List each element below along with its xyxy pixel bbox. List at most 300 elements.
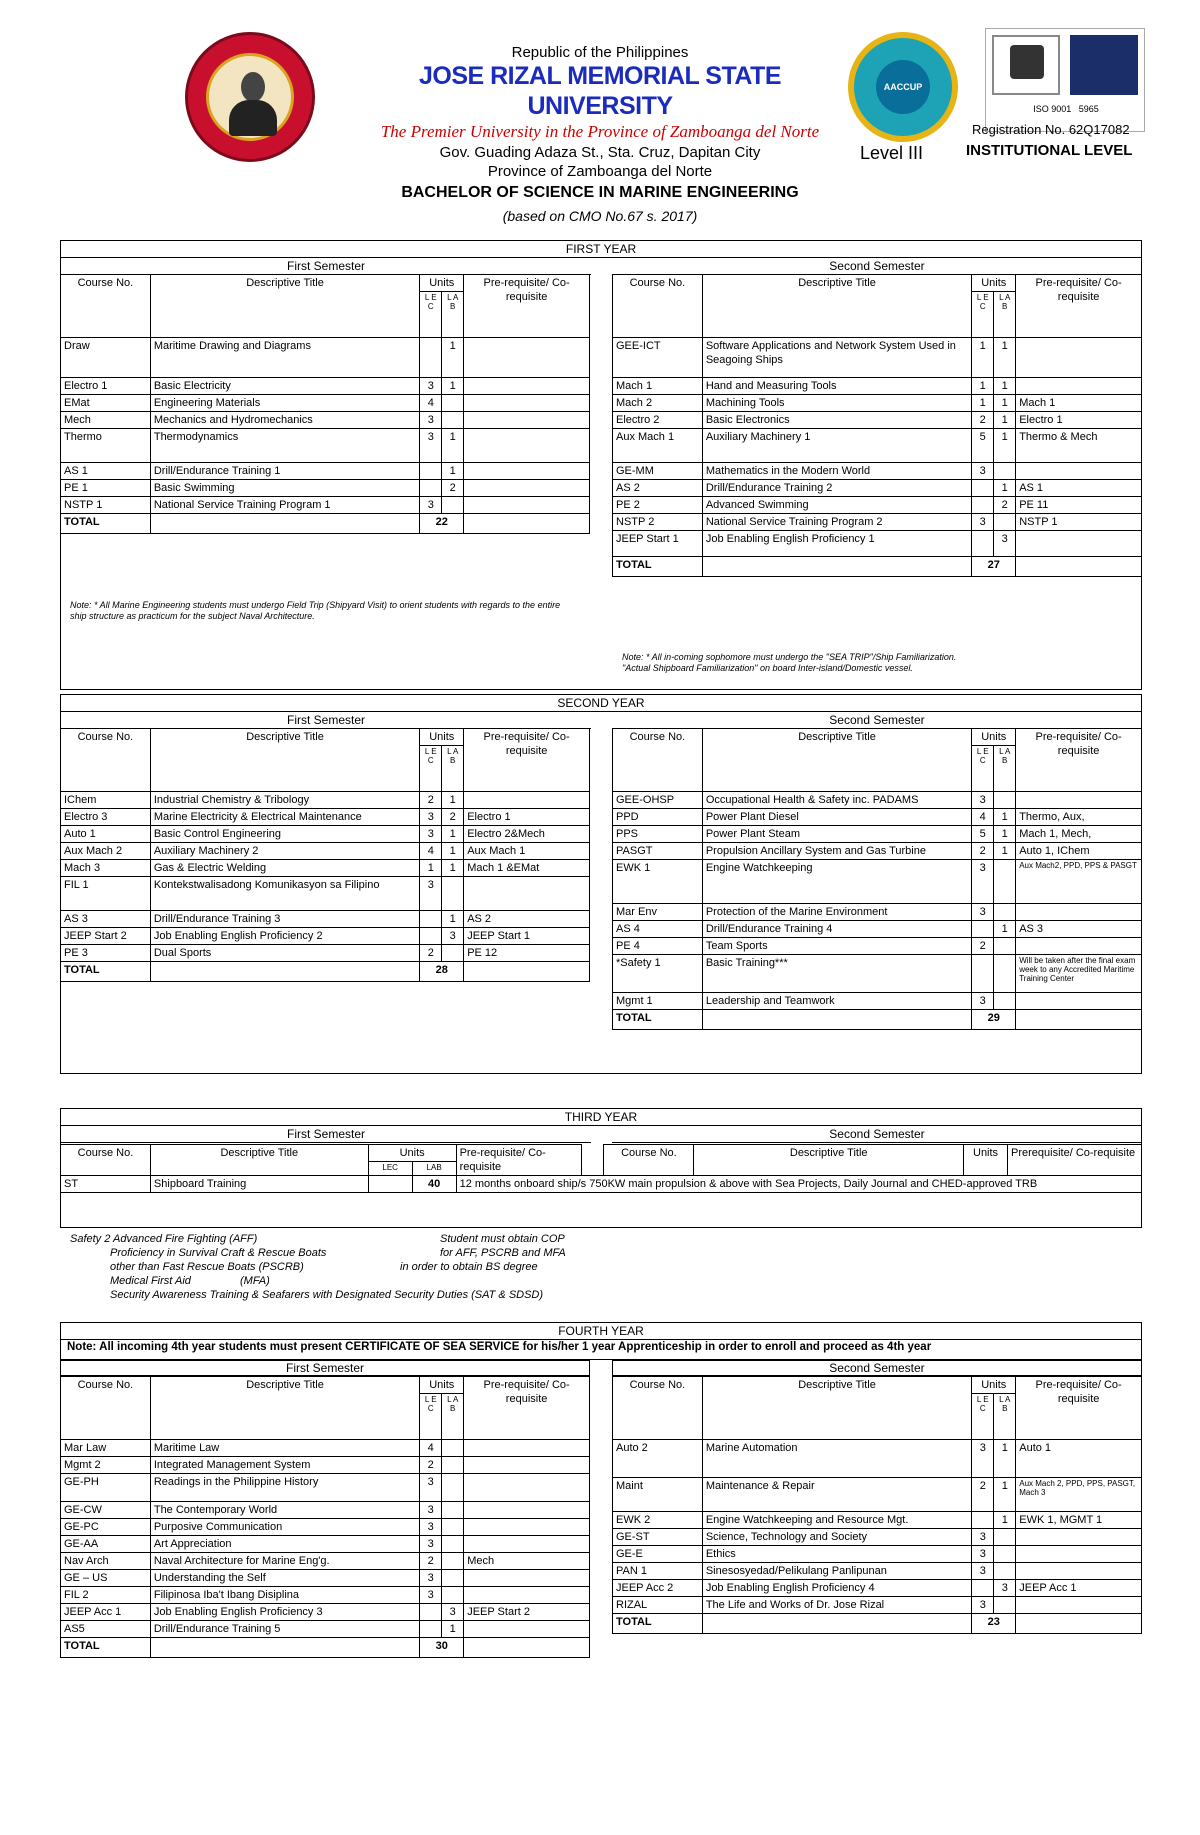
lab-units: 1 (994, 1478, 1016, 1512)
lab-units (442, 1502, 464, 1519)
course-no: Electro 1 (61, 378, 151, 395)
first-semester-label: First Semester (61, 713, 591, 729)
year-title: FIRST YEAR (61, 241, 1141, 258)
course-title: Basic Electricity (150, 378, 419, 395)
third-year-note-4: other than Fast Rescue Boats (PSCRB) (110, 1261, 304, 1273)
lec-units (420, 463, 442, 480)
course-title: Ethics (702, 1546, 971, 1563)
lec-units: 3 (972, 1529, 994, 1546)
course-title: Science, Technology and Society (702, 1529, 971, 1546)
lab-units: 40 (412, 1176, 456, 1193)
page-header (0, 0, 1200, 240)
lec-units: 3 (420, 809, 442, 826)
prerequisite: AS 1 (1016, 480, 1142, 497)
course-no: Mgmt 2 (61, 1457, 151, 1474)
course-title: Leadership and Teamwork (702, 993, 971, 1010)
col-course-no: Course No. (61, 729, 151, 792)
prerequisite (1016, 1563, 1142, 1580)
course-no: EMat (61, 395, 151, 412)
col-prereq-2: Prerequisite/ Co-requisite (1008, 1145, 1142, 1176)
lab-units: 1 (994, 480, 1016, 497)
lab-units: 2 (442, 809, 464, 826)
course-title: Thermodynamics (150, 429, 419, 463)
course-no: PE 3 (61, 945, 151, 962)
course-title: Integrated Management System (150, 1457, 419, 1474)
total-row (613, 557, 1142, 577)
lec-units: 2 (972, 938, 994, 955)
course-row (61, 945, 590, 962)
lab-units (442, 395, 464, 412)
prerequisite (1016, 338, 1142, 378)
total-units: 29 (972, 1010, 1016, 1030)
course-row (613, 395, 1142, 412)
prerequisite: JEEP Start 1 (464, 928, 590, 945)
lab-units: 1 (442, 792, 464, 809)
course-no: GE-PH (61, 1474, 151, 1502)
course-no: Mar Env (613, 904, 703, 921)
course-title: Propulsion Ancillary System and Gas Turbine (702, 843, 971, 860)
total-units: 23 (972, 1614, 1016, 1634)
col-course-no: Course No. (613, 275, 703, 338)
second-semester-label: Second Semester (612, 1127, 1142, 1143)
lab-units (994, 463, 1016, 480)
third-year-note-7: (MFA) (240, 1275, 270, 1287)
col-lec: L E C (972, 292, 994, 338)
lec-units: 4 (972, 809, 994, 826)
course-no: GE-CW (61, 1502, 151, 1519)
prerequisite (464, 412, 590, 429)
course-no: Mech (61, 412, 151, 429)
lec-units: 3 (972, 1563, 994, 1580)
total-row (61, 514, 590, 534)
course-row (61, 1604, 590, 1621)
col-lab: L A B (442, 746, 464, 792)
prerequisite: Mach 1 (1016, 395, 1142, 412)
col-prereq: Pre-requisite/ Co-requisite (1016, 1377, 1142, 1440)
third-year-note-8: Security Awareness Training & Seafarers with Designated Security Duties (SAT & SDSD) (110, 1289, 544, 1301)
institutional-level: INSTITUTIONAL LEVEL (966, 142, 1133, 159)
course-title: The Life and Works of Dr. Jose Rizal (702, 1597, 971, 1614)
lab-units: 1 (442, 1621, 464, 1638)
course-row (613, 1597, 1142, 1614)
course-row (613, 826, 1142, 843)
course-no: Electro 2 (613, 412, 703, 429)
course-no: JEEP Acc 1 (61, 1604, 151, 1621)
address-line-2: Province of Zamboanga del Norte (487, 163, 713, 180)
year-title: THIRD YEAR (61, 1109, 1141, 1126)
lec-units: 2 (420, 1457, 442, 1474)
col-lec: L E C (420, 292, 442, 338)
col-prereq: Pre-requisite/ Co-requisite (464, 1377, 590, 1440)
lab-units (442, 1587, 464, 1604)
course-row (61, 1457, 590, 1474)
course-no: AS 2 (613, 480, 703, 497)
course-title: Auxiliary Machinery 1 (702, 429, 971, 463)
col-title: Descriptive Title (150, 729, 419, 792)
col-course-no-2: Course No. (604, 1145, 694, 1176)
course-title: Drill/Endurance Training 1 (150, 463, 419, 480)
course-row (61, 480, 590, 497)
prerequisite (464, 497, 590, 514)
prerequisite (464, 378, 590, 395)
total-label: TOTAL (61, 1638, 151, 1658)
lec-units: 2 (972, 412, 994, 429)
course-no: Draw (61, 338, 151, 378)
course-no: Auto 2 (613, 1440, 703, 1478)
total-blank (702, 557, 971, 577)
lec-units: 1 (420, 860, 442, 877)
course-title: Drill/Endurance Training 5 (150, 1621, 419, 1638)
course-row (613, 463, 1142, 480)
lec-units: 3 (972, 514, 994, 531)
y1-first-semester-note: Note: * All Marine Engineering students must undergo Field Trip (Shipyard Visit) to orient students with regards to the entire ship structure as practicum for the subject Naval Architecture. (70, 600, 561, 621)
course-row (613, 497, 1142, 514)
total-label: TOTAL (61, 962, 151, 982)
course-row (613, 1563, 1142, 1580)
first-semester-label: First Semester (61, 259, 591, 275)
course-title: Maintenance & Repair (702, 1478, 971, 1512)
lab-units: 3 (442, 1604, 464, 1621)
col-title: Descriptive Title (702, 275, 971, 338)
lab-units: 3 (442, 928, 464, 945)
course-row (61, 429, 590, 463)
course-row (613, 809, 1142, 826)
y2-second-semester-table (612, 728, 1142, 1030)
lec-units: 2 (420, 1553, 442, 1570)
course-no: Nav Arch (61, 1553, 151, 1570)
course-no: GE-MM (613, 463, 703, 480)
prerequisite (464, 1474, 590, 1502)
gap-cell (582, 1145, 604, 1176)
first-semester-label: First Semester (61, 1127, 591, 1143)
course-no: Thermo (61, 429, 151, 463)
prerequisite: Thermo & Mech (1016, 429, 1142, 463)
lab-units (442, 945, 464, 962)
prerequisite (1016, 792, 1142, 809)
course-row (61, 1502, 590, 1519)
course-title: Filipinosa Iba't Ibang Disiplina (150, 1587, 419, 1604)
lec-units: 3 (420, 826, 442, 843)
lab-units: 1 (994, 1512, 1016, 1529)
prerequisite: JEEP Start 2 (464, 1604, 590, 1621)
lec-units: 2 (972, 843, 994, 860)
course-title: Industrial Chemistry & Tribology (150, 792, 419, 809)
lab-units: 1 (994, 826, 1016, 843)
lec-units: 3 (972, 1597, 994, 1614)
course-no: PAN 1 (613, 1563, 703, 1580)
total-label: TOTAL (613, 1614, 703, 1634)
prerequisite: Aux Mach 1 (464, 843, 590, 860)
lec-units (972, 1512, 994, 1529)
course-no: PE 4 (613, 938, 703, 955)
course-no: GE – US (61, 1570, 151, 1587)
col-lec: L E C (972, 746, 994, 792)
lec-units: 3 (420, 1587, 442, 1604)
course-row (613, 429, 1142, 463)
lec-units: 1 (972, 395, 994, 412)
prerequisite (464, 877, 590, 911)
lec-units: 3 (972, 860, 994, 904)
lec-units: 3 (420, 1536, 442, 1553)
course-title: National Service Training Program 1 (150, 497, 419, 514)
total-units: 28 (420, 962, 464, 982)
course-title: Engine Watchkeeping and Resource Mgt. (702, 1512, 971, 1529)
lec-units: 4 (420, 395, 442, 412)
course-no: GEE-OHSP (613, 792, 703, 809)
course-no: EWK 2 (613, 1512, 703, 1529)
lec-units (972, 480, 994, 497)
course-title: Basic Electronics (702, 412, 971, 429)
lab-units: 1 (994, 429, 1016, 463)
lab-units (994, 860, 1016, 904)
course-row (613, 921, 1142, 938)
course-title: Drill/Endurance Training 3 (150, 911, 419, 928)
first-semester-label: First Semester (60, 1360, 590, 1376)
prerequisite (1016, 904, 1142, 921)
course-title: Maritime Drawing and Diagrams (150, 338, 419, 378)
lab-units: 2 (994, 497, 1016, 514)
prerequisite (1016, 463, 1142, 480)
prerequisite: EWK 1, MGMT 1 (1016, 1512, 1142, 1529)
course-row (61, 1474, 590, 1502)
prerequisite: AS 3 (1016, 921, 1142, 938)
lec-units (420, 911, 442, 928)
total-blank (702, 1614, 971, 1634)
lec-units: 3 (420, 497, 442, 514)
course-title: Job Enabling English Proficiency 2 (150, 928, 419, 945)
prerequisite: Aux Mach 2, PPD, PPS, PASGT, Mach 3 (1016, 1478, 1142, 1512)
lab-units: 1 (442, 338, 464, 378)
course-row (61, 911, 590, 928)
lab-units: 1 (994, 809, 1016, 826)
lab-units (994, 938, 1016, 955)
prerequisite (464, 429, 590, 463)
col-course-no: Course No. (613, 1377, 703, 1440)
total-prereq (464, 962, 590, 982)
lab-units: 1 (442, 911, 464, 928)
course-no: RIZAL (613, 1597, 703, 1614)
total-row (61, 1638, 590, 1658)
course-row (61, 1440, 590, 1457)
col-title: Descriptive Title (150, 275, 419, 338)
course-row (613, 531, 1142, 557)
course-no: GE-ST (613, 1529, 703, 1546)
lab-units: 1 (994, 378, 1016, 395)
second-semester-label: Second Semester (612, 259, 1142, 275)
course-title: Understanding the Self (150, 1570, 419, 1587)
lab-units: 1 (994, 921, 1016, 938)
prerequisite: AS 2 (464, 911, 590, 928)
fourth-year-note: Note: All incoming 4th year students must present CERTIFICATE OF SEA SERVICE for his/her 1 year Apprenticeship in order to enroll and proceed as 4th year (67, 1341, 932, 1353)
col-lab: LAB (412, 1162, 456, 1176)
prerequisite (1016, 1529, 1142, 1546)
course-row (61, 395, 590, 412)
lec-units (420, 928, 442, 945)
lab-units (442, 1457, 464, 1474)
lab-units (442, 497, 464, 514)
course-title: Naval Architecture for Marine Eng'g. (150, 1553, 419, 1570)
prerequisite (464, 1502, 590, 1519)
lab-units: 1 (994, 1440, 1016, 1478)
lec-units: 2 (972, 1478, 994, 1512)
col-prereq: Pre-requisite/ Co-requisite (456, 1145, 582, 1176)
col-lec: L E C (420, 1394, 442, 1440)
globalgroup-logo (992, 35, 1060, 95)
course-row (61, 338, 590, 378)
col-prereq: Pre-requisite/ Co-requisite (464, 729, 590, 792)
course-row (61, 792, 590, 809)
col-title-2: Descriptive Title (694, 1145, 964, 1176)
year-title: SECOND YEAR (61, 695, 1141, 712)
lec-units (420, 338, 442, 378)
col-units: Units (972, 1377, 1016, 1394)
lab-units (994, 993, 1016, 1010)
course-title: Auxiliary Machinery 2 (150, 843, 419, 860)
col-units: Units (972, 275, 1016, 292)
course-no: AS 1 (61, 463, 151, 480)
lec-units (420, 1604, 442, 1621)
course-no: Mach 1 (613, 378, 703, 395)
course-no: Mach 2 (613, 395, 703, 412)
course-no: FIL 2 (61, 1587, 151, 1604)
col-units: Units (420, 1377, 464, 1394)
lec-units (368, 1176, 412, 1193)
course-no: PPS (613, 826, 703, 843)
total-prereq (464, 514, 590, 534)
prerequisite: NSTP 1 (1016, 514, 1142, 531)
course-no: ST (61, 1176, 151, 1193)
total-units: 30 (420, 1638, 464, 1658)
total-label: TOTAL (613, 1010, 703, 1030)
course-no: JEEP Start 2 (61, 928, 151, 945)
course-row (613, 860, 1142, 904)
course-title: Shipboard Training (150, 1176, 368, 1193)
course-no: FIL 1 (61, 877, 151, 911)
y3-table (60, 1144, 1142, 1193)
course-no: Electro 3 (61, 809, 151, 826)
lab-units (994, 1529, 1016, 1546)
course-no: NSTP 1 (61, 497, 151, 514)
ukas-logo (1070, 35, 1138, 95)
course-title: Art Appreciation (150, 1536, 419, 1553)
fourth-year-block (60, 1322, 1142, 1360)
course-title: Job Enabling English Proficiency 3 (150, 1604, 419, 1621)
course-row (61, 809, 590, 826)
prerequisite (1016, 378, 1142, 395)
year-title: FOURTH YEAR (61, 1323, 1141, 1340)
university-motto: The Premier University in the Province of Zamboanga del Norte (380, 122, 820, 141)
col-units: Units (420, 729, 464, 746)
total-label: TOTAL (61, 514, 151, 534)
lec-units: 3 (972, 463, 994, 480)
col-title: Descriptive Title (702, 729, 971, 792)
lab-units (994, 514, 1016, 531)
col-prereq: Pre-requisite/ Co-requisite (1016, 275, 1142, 338)
y4-second-semester-table (612, 1376, 1142, 1634)
prerequisite (1016, 993, 1142, 1010)
lab-units: 3 (994, 531, 1016, 557)
prerequisite: Electro 2&Mech (464, 826, 590, 843)
course-no: PPD (613, 809, 703, 826)
prerequisite (1016, 1546, 1142, 1563)
course-row (61, 1176, 1142, 1193)
course-title: The Contemporary World (150, 1502, 419, 1519)
col-lab: L A B (994, 1394, 1016, 1440)
second-semester-label: Second Semester (612, 713, 1142, 729)
lec-units: 3 (420, 1502, 442, 1519)
col-title: Descriptive Title (150, 1145, 368, 1176)
course-title: Advanced Swimming (702, 497, 971, 514)
course-row (61, 1536, 590, 1553)
course-no: PE 2 (613, 497, 703, 514)
total-units: 22 (420, 514, 464, 534)
prerequisite (464, 1621, 590, 1638)
total-prereq (1016, 557, 1142, 577)
course-title: Dual Sports (150, 945, 419, 962)
course-row (613, 993, 1142, 1010)
lab-units (442, 1474, 464, 1502)
lab-units (994, 792, 1016, 809)
prerequisite: Thermo, Aux, (1016, 809, 1142, 826)
lec-units: 1 (972, 378, 994, 395)
third-year-note-5: in order to obtain BS degree (400, 1261, 538, 1273)
course-no: JEEP Start 1 (613, 531, 703, 557)
prerequisite: Auto 1 (1016, 1440, 1142, 1478)
course-no: Aux Mach 2 (61, 843, 151, 860)
lec-units (972, 531, 994, 557)
lec-units (972, 497, 994, 514)
prerequisite: JEEP Acc 1 (1016, 1580, 1142, 1597)
lec-units: 3 (972, 904, 994, 921)
third-year-note-0: Safety 2 Advanced Fire Fighting (AFF) (70, 1233, 258, 1245)
course-title: Purposive Communication (150, 1519, 419, 1536)
lec-units: 3 (420, 1474, 442, 1502)
course-title: Basic Control Engineering (150, 826, 419, 843)
course-no: IChem (61, 792, 151, 809)
lab-units (442, 1570, 464, 1587)
col-lab: L A B (442, 292, 464, 338)
lab-units: 1 (994, 412, 1016, 429)
lab-units: 1 (442, 463, 464, 480)
lec-units: 3 (420, 1570, 442, 1587)
total-units: 27 (972, 557, 1016, 577)
lec-units: 3 (420, 378, 442, 395)
course-title: Engineering Materials (150, 395, 419, 412)
prerequisite: Auto 1, IChem (1016, 843, 1142, 860)
course-title: Mechanics and Hydromechanics (150, 412, 419, 429)
course-no: AS5 (61, 1621, 151, 1638)
course-row (613, 792, 1142, 809)
course-row (61, 1621, 590, 1638)
course-no: AS 4 (613, 921, 703, 938)
lec-units: 3 (972, 993, 994, 1010)
total-blank (702, 1010, 971, 1030)
total-blank (150, 962, 419, 982)
course-row (61, 928, 590, 945)
lec-units: 3 (972, 1440, 994, 1478)
col-course-no: Course No. (61, 275, 151, 338)
col-course-no: Course No. (613, 729, 703, 792)
course-row (61, 412, 590, 429)
course-row (613, 1512, 1142, 1529)
prerequisite (464, 1457, 590, 1474)
course-no: PASGT (613, 843, 703, 860)
course-row (61, 463, 590, 480)
prerequisite: Electro 1 (1016, 412, 1142, 429)
lab-units (442, 1440, 464, 1457)
lab-units: 1 (442, 843, 464, 860)
lec-units (972, 1580, 994, 1597)
